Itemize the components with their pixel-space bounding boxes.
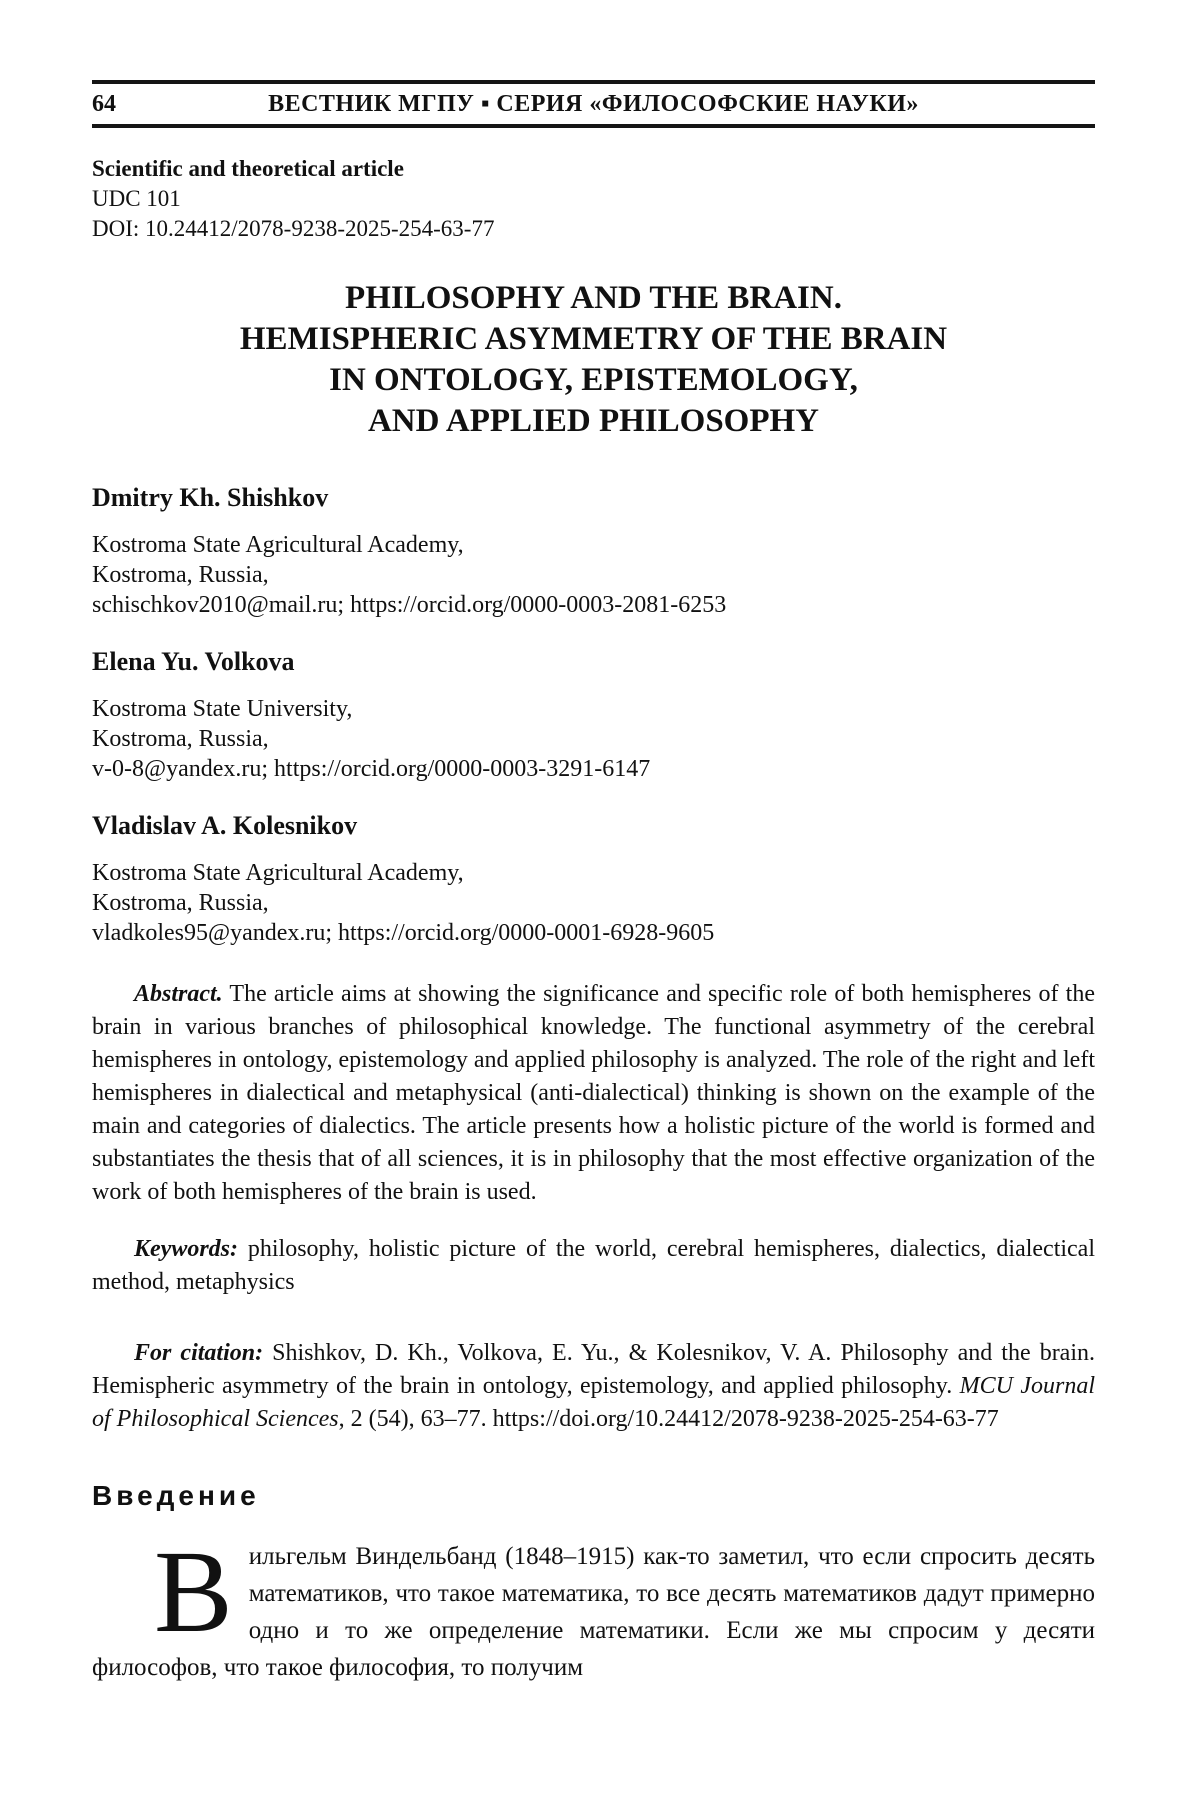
article-meta — [92, 154, 1095, 244]
affiliation-line: Kostroma, Russia, — [92, 562, 269, 588]
author-affiliation — [92, 694, 1095, 784]
abstract-paragraph — [92, 978, 1095, 1209]
affiliation-email-orcid: vladkoles95@yandex.ru; https://orcid.org/0000-0001-6928-9605 — [92, 920, 715, 946]
article-title-line: PHILOSOPHY AND THE BRAIN. — [345, 280, 842, 316]
keywords-text: philosophy, holistic picture of the world, cerebral hemispheres, dialectics, dialectical method, metaphysics — [92, 1236, 1095, 1295]
abstract-text: The article aims at showing the significance and specific role of both hemispheres of the brain in various branches of philosophical knowledge. The functional asymmetry of the cerebral hemispheres in ontology, epistemology and applied philosophy is analyzed. The role of the right and left hemispheres in dialectical and metaphysical (anti-dialectical) thinking is shown on the example of the main and categories of dialectics. The article presents how a holistic picture of the world is formed and substantiates the thesis that of all sciences, it is in philosophy that the most effective organization of the work of both hemispheres of the brain is used. — [92, 981, 1095, 1205]
affiliation-line: Kostroma, Russia, — [92, 890, 269, 916]
citation-journal-name: MCU Journal of Philosophical Sciences — [92, 1373, 1095, 1432]
citation-label: For citation: — [134, 1340, 264, 1366]
article-title-line: HEMISPHERIC ASYMMETRY OF THE BRAIN — [239, 321, 948, 357]
citation-paragraph — [92, 1337, 1095, 1436]
introduction-text: ильгельм Виндельбанд (1848–1915) как-то заметил, что если спросить десять математиков, что такое математика, то все десять математиков дадут примерно одно и то же определение математики. Если же мы спросим у десяти философов, что такое философия, то получим — [92, 1543, 1095, 1681]
affiliation-email-orcid: v-0-8@yandex.ru; https://orcid.org/0000-0003-3291-6147 — [92, 756, 651, 782]
author-affiliation — [92, 858, 1095, 948]
citation-text-before: Shishkov, D. Kh., Volkova, E. Yu., & Kolesnikov, V. A. Philosophy and the brain. Hemispheric asymmetry of the brain in ontology, epistemology, and applied philosophy. — [92, 1340, 1096, 1399]
introduction-paragraph — [92, 1526, 1095, 1686]
affiliation-line: Kostroma State Agricultural Academy, — [92, 532, 464, 558]
article-title-line: IN ONTOLOGY, EPISTEMOLOGY, — [329, 362, 858, 398]
affiliation-line: Kostroma, Russia, — [92, 726, 269, 752]
author-affiliation — [92, 530, 1095, 620]
article-title-line: AND APPLIED PHILOSOPHY — [367, 403, 820, 439]
keywords-paragraph — [92, 1233, 1095, 1299]
article-type: Scientific and theoretical article — [92, 156, 404, 181]
keywords-label: Keywords: — [134, 1236, 238, 1262]
affiliation-line: Kostroma State Agricultural Academy, — [92, 860, 464, 886]
author-name: Elena Yu. Volkova — [92, 647, 295, 676]
doi-line: DOI: 10.24412/2078-9238-2025-254-63-77 — [92, 216, 495, 241]
journal-title: ВЕСТНИК МГПУ ▪ СЕРИЯ «ФИЛОСОФСКИЕ НАУКИ» — [268, 90, 919, 117]
affiliation-email-orcid: schischkov2010@mail.ru; https://orcid.org/0000-0003-2081-6253 — [92, 592, 727, 618]
article-title — [92, 278, 1095, 442]
affiliation-line: Kostroma State University, — [92, 696, 353, 722]
abstract-label: Abstract. — [134, 981, 223, 1007]
author-name: Dmitry Kh. Shishkov — [92, 483, 329, 512]
author-name: Vladislav A. Kolesnikov — [92, 811, 358, 840]
page-number: 64 — [92, 90, 116, 117]
citation-text-after: , 2 (54), 63–77. https://doi.org/10.24412/2078-9238-2025-254-63-77 — [338, 1406, 999, 1432]
running-head — [92, 80, 1095, 128]
section-heading-introduction: Введение — [92, 1480, 260, 1511]
dropcap-letter: В — [154, 1526, 233, 1657]
udc-number: UDC 101 — [92, 186, 181, 211]
